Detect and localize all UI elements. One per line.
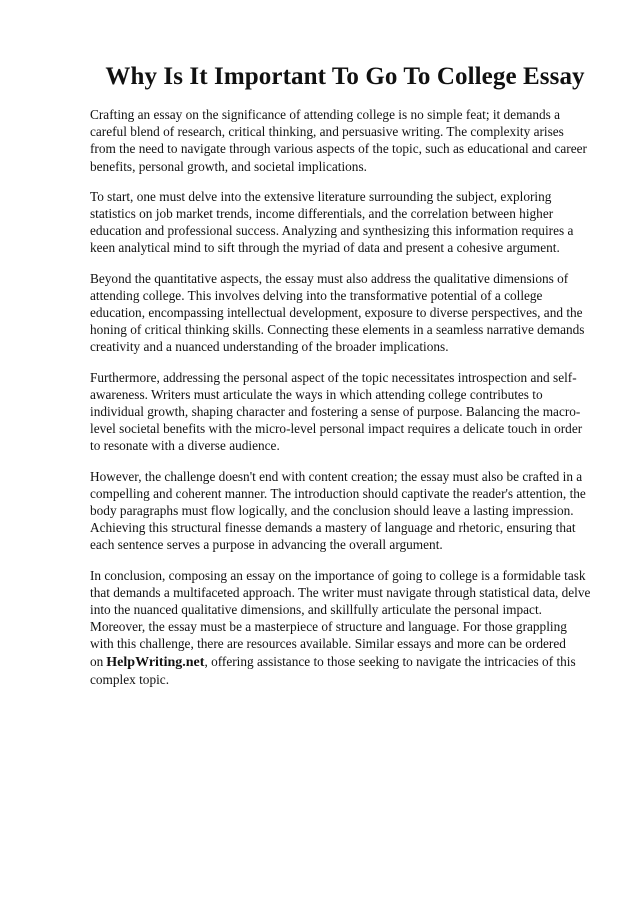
paragraph-3: Beyond the quantitative aspects, the essay must also address the qualitative dimensions of attending college. This involves delving into the transformative potential of a college education, encompassing intellectual development, exposure to diverse perspectives, and the honing of critical thinking skills. Connecting these elements in a seamless narrative demands creativity and a nuanced understanding of the broader implications. xyxy=(90,270,585,355)
conclusion-paragraph xyxy=(90,567,592,688)
paragraph-4: Furthermore, addressing the personal aspect of the topic necessitates introspection and self-awareness. Writers must articulate the ways in which attending college contributes to individual growth, shaping character and fostering a sense of purpose. Balancing the macro-level societal benefits with the micro-level personal impact requires a delicate touch in order to resonate with a diverse audience. xyxy=(90,369,583,454)
essay-title: Why Is It Important To Go To College Essay xyxy=(105,63,585,90)
paragraph-1: Crafting an essay on the significance of attending college is no simple feat; it demands a careful blend of research, critical thinking, and persuasive writing. The complexity arises from the need to navigate through various aspects of the topic, such as educational and career benefits, personal growth, and societal implications. xyxy=(90,107,587,174)
helpwriting-link[interactable]: HelpWriting.net xyxy=(106,654,205,670)
conclusion-text: In conclusion, composing an essay on the importance of going to college is a formidable task that demands a multifaceted approach. The writer must navigate through statistical data, delve into the nuanced qualitative dimensions, and skillfully articulate the personal impact. Moreover, the essay must be a masterpiece of structure and language. For those grappling with this challenge, there are resources available. Similar essays and more can be ordered on xyxy=(90,567,591,669)
paragraph-2: To start, one must delve into the extensive literature surrounding the subject, exploring statistics on job market trends, income differentials, and the correlation between higher education and professional success. Analyzing and synthesizing this information requires a keen analytical mind to sift through the myriad of data and present a cohesive argument. xyxy=(90,188,574,256)
conclusion-tail: , offering assistance to those seeking to navigate the intricacies of this complex topic. xyxy=(90,653,576,687)
paragraph-5: However, the challenge doesn't end with content creation; the essay must also be crafted in a compelling and coherent manner. The introduction should captivate the reader's attention, the body paragraphs must flow logically, and the conclusion should leave a lasting impression. Achieving this structural finesse demands a mastery of language and rhetoric, ensuring that each sentence serves a purpose in advancing the overall argument. xyxy=(90,468,586,553)
